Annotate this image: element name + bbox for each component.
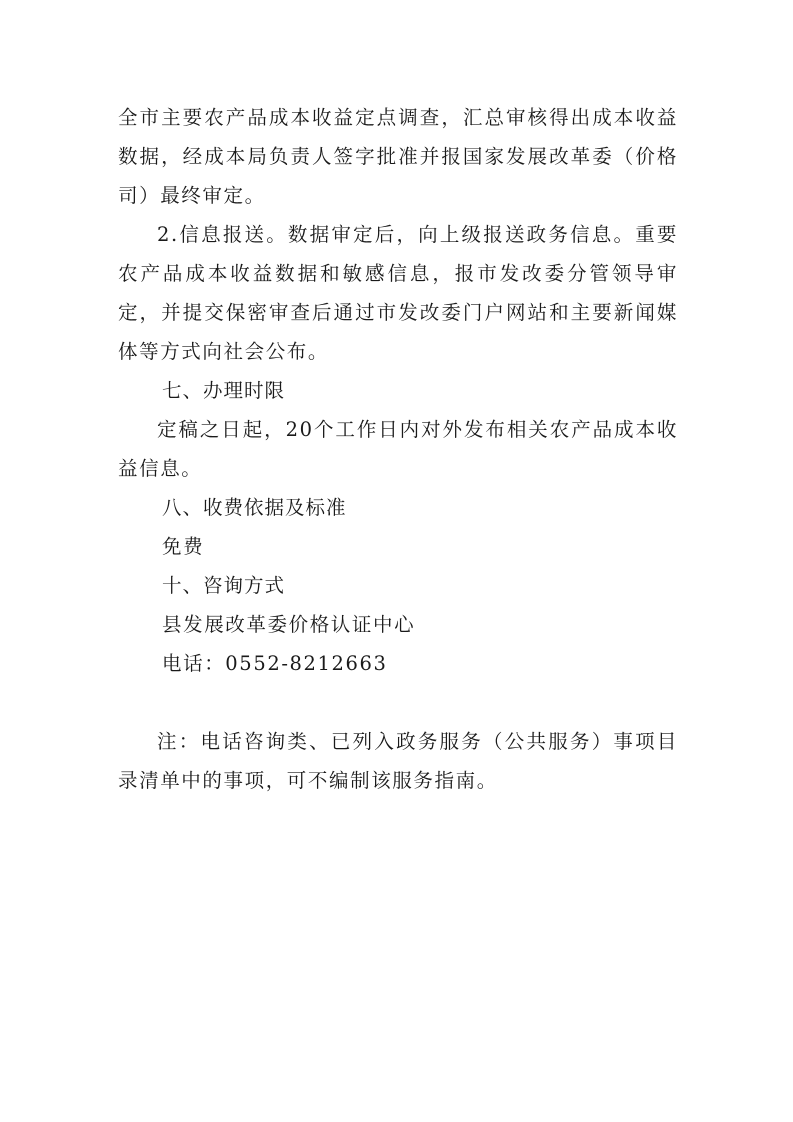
section-7-heading: 七、办理时限 — [162, 379, 286, 402]
contact-phone: 电话：0552-8212663 — [162, 652, 388, 675]
section-7-body: 定稿之日起，20个工作日内对外发布相关农产品成本收益信息。 — [118, 418, 678, 480]
footnote: 注：电话咨询类、已列入政务服务（公共服务）事项目录清单中的事项，可不编制该服务指南。 — [118, 730, 678, 792]
section-8-body: 免费 — [162, 535, 205, 558]
info-report-paragraph: 2.信息报送。数据审定后，向上级报送政务信息。重要农产品成本收益数据和敏感信息，报市发改委分管领导审定，并提交保密审查后通过市发改委门户网站和主要新闻媒体等方式向社会公布。 — [118, 223, 678, 363]
section-10-heading: 十、咨询方式 — [162, 574, 286, 597]
contact-org: 县发展改革委价格认证中心 — [162, 613, 416, 636]
section-8-heading: 八、收费依据及标准 — [162, 496, 347, 519]
document-page — [118, 98, 678, 800]
continuation-paragraph: 全市主要农产品成本收益定点调查，汇总审核得出成本收益数据，经成本局负责人签字批准并报国家发展改革委（价格司）最终审定。 — [118, 106, 678, 207]
blank-line — [118, 683, 678, 722]
